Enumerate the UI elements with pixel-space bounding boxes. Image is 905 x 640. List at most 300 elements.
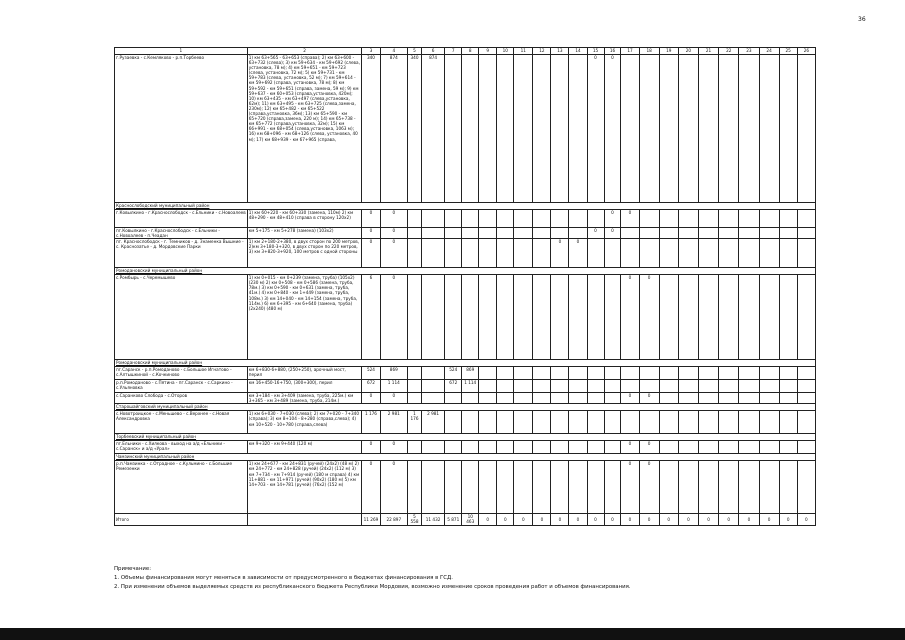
table-row: [115, 393, 816, 404]
value-cell: 0: [621, 210, 639, 228]
total-value-cell: 0: [551, 514, 569, 525]
value-cell: [779, 367, 797, 380]
value-cell: [445, 275, 462, 360]
column-number: 10: [497, 48, 514, 55]
value-cell: [719, 228, 739, 239]
road-name-cell: с.Новотроицкое - с.Меньшево - с.Верхнее - с.Новая Александровка: [115, 411, 248, 434]
value-cell: [421, 275, 444, 360]
table-row: [115, 441, 816, 454]
value-cell: [462, 228, 479, 239]
value-cell: [779, 275, 797, 360]
value-cell: [759, 393, 779, 404]
value-cell: [587, 380, 604, 393]
value-cell: 0: [639, 461, 659, 514]
total-value-cell: 0: [639, 514, 659, 525]
value-cell: [639, 411, 659, 434]
value-cell: 0: [362, 210, 380, 228]
value-cell: [739, 441, 759, 454]
value-cell: [533, 210, 551, 228]
value-cell: [678, 380, 698, 393]
note-item-2: 2. При изменении объемов выделяемых средств из республиканского бюджета Республики Мордовия, возможно изменение сроков проведения работ и объемов финансирования.: [114, 584, 631, 590]
column-number: 16: [604, 48, 621, 55]
total-value-cell: 0: [759, 514, 779, 525]
value-cell: [569, 461, 587, 514]
column-number: 13: [551, 48, 569, 55]
value-cell: 1 176: [362, 411, 380, 434]
value-cell: [678, 228, 698, 239]
value-cell: [739, 210, 759, 228]
value-cell: [514, 55, 533, 203]
value-cell: [479, 367, 497, 380]
value-cell: [497, 441, 514, 454]
value-cell: [514, 210, 533, 228]
works-description-cell: км 3+184 - км 3+409 (замена, труба, 225м.) км 3+365 - км 3+489 (замена, труба, 214м.): [247, 393, 362, 404]
value-cell: 869: [462, 367, 479, 380]
value-cell: [678, 210, 698, 228]
value-cell: [759, 55, 779, 203]
value-cell: [514, 461, 533, 514]
value-cell: [587, 411, 604, 434]
value-cell: [698, 228, 718, 239]
value-cell: [551, 393, 569, 404]
value-cell: [604, 275, 621, 360]
value-cell: [533, 411, 551, 434]
value-cell: 6: [362, 275, 380, 360]
value-cell: 869: [380, 367, 408, 380]
value-cell: [739, 239, 759, 268]
table-row: [115, 411, 816, 434]
value-cell: [797, 55, 815, 203]
value-cell: [621, 367, 639, 380]
column-number: 20: [678, 48, 698, 55]
value-cell: [797, 210, 815, 228]
value-cell: [587, 441, 604, 454]
value-cell: [797, 380, 815, 393]
value-cell: [698, 239, 718, 268]
total-value-cell: 0: [659, 514, 678, 525]
value-cell: [797, 239, 815, 268]
value-cell: 1 114: [462, 380, 479, 393]
value-cell: 0: [362, 441, 380, 454]
value-cell: [462, 210, 479, 228]
value-cell: [514, 411, 533, 434]
district-section-row: [115, 454, 816, 461]
value-cell: [604, 393, 621, 404]
value-cell: [551, 210, 569, 228]
value-cell: [533, 380, 551, 393]
value-cell: [719, 367, 739, 380]
value-cell: [569, 55, 587, 203]
column-number: 17: [621, 48, 639, 55]
value-cell: 0: [621, 393, 639, 404]
total-value-cell: 11 432: [421, 514, 444, 525]
road-name-cell: пг. Краснослободск - г. Темников - д. Знаменка Вышние - с. Краснозатье - д. Мордовские Парки: [115, 239, 248, 268]
value-cell: 0: [380, 461, 408, 514]
notes-block: [114, 565, 631, 592]
value-cell: [479, 55, 497, 203]
value-cell: [659, 411, 678, 434]
value-cell: [797, 441, 815, 454]
value-cell: 0: [604, 228, 621, 239]
value-cell: [759, 367, 779, 380]
value-cell: [408, 239, 422, 268]
value-cell: [587, 210, 604, 228]
column-number: 19: [659, 48, 678, 55]
value-cell: 2 981: [421, 411, 444, 434]
value-cell: 0: [380, 228, 408, 239]
note-item-1: 1. Объемы финансирования могут меняться в зависимости от предусмотренного в бюджетах финансирования в ГСД.: [114, 575, 453, 581]
value-cell: [514, 367, 533, 380]
total-row: [115, 514, 816, 525]
table-row: [115, 55, 816, 203]
value-cell: [445, 228, 462, 239]
column-number: 15: [587, 48, 604, 55]
column-number: 22: [719, 48, 739, 55]
works-description-cell: 1) км 6+030 - 7+030 (слева); 2) км 7+020 - 7+340 (справа); 3) км 8+104 - 8+280 (справа,слева); 4) км 10+520 - 10+780 (справа,слева): [247, 411, 362, 434]
value-cell: [719, 461, 739, 514]
total-label: Итого: [115, 514, 248, 525]
value-cell: 0: [587, 228, 604, 239]
value-cell: [659, 275, 678, 360]
road-name-cell: пг.Ковылкино - г.Краснослободск - с.Ельники - с.Новоалеев - п.Чеадан: [115, 228, 248, 239]
value-cell: [719, 380, 739, 393]
value-cell: [797, 461, 815, 514]
value-cell: 0: [551, 239, 569, 268]
value-cell: [445, 461, 462, 514]
value-cell: [739, 411, 759, 434]
road-name-cell: пг.Ельники - с.Хилкова - выход на а/д «Ельники - с.Саранск» и а/д «Урал»: [115, 441, 248, 454]
value-cell: 0: [604, 210, 621, 228]
value-cell: [408, 275, 422, 360]
value-cell: [678, 55, 698, 203]
total-value-cell: 0: [533, 514, 551, 525]
value-cell: [497, 461, 514, 514]
value-cell: [514, 228, 533, 239]
value-cell: [678, 275, 698, 360]
table-row: [115, 380, 816, 393]
value-cell: [462, 275, 479, 360]
works-description-cell: км 6+830-6+880, (250+250), арочный мост, перил: [247, 367, 362, 380]
value-cell: [779, 210, 797, 228]
value-cell: 0: [621, 461, 639, 514]
total-value-cell: 5 558: [408, 514, 422, 525]
value-cell: [533, 55, 551, 203]
value-cell: [779, 55, 797, 203]
value-cell: 1 114: [380, 380, 408, 393]
works-description-cell: км 5+175 - км 5+278 (замена) (103х2): [247, 228, 362, 239]
value-cell: [759, 411, 779, 434]
value-cell: [587, 275, 604, 360]
value-cell: 2 981: [380, 411, 408, 434]
total-value-cell: 0: [797, 514, 815, 525]
value-cell: 874: [380, 55, 408, 203]
column-number: 14: [569, 48, 587, 55]
works-description-cell: 1) км 60+220 - км 60+330 (замена, 110м) 2) км 48+290 - км 48+410 (справа в сторону 120х2): [247, 210, 362, 228]
value-cell: [533, 228, 551, 239]
works-description-cell: 1) км 63+565 - 63+653 (справа); 2) км 63+600 - 63+732 (слева); 3) км 59+634 - км 59+692 (слева, установка, 78 м); 4) км 59+651 - км 59+723 (слева, установка, 72 м); 5) км 59+731 - км 59+783 (слева, установка, 52 м); 7) км 59+614 - км 59+692 (справа, установка, 78 м); 8) км 59+592 - км 59+651 (справа, замена, 59 м); 9) км 59+637 - км 60+053 (справа,установка, 420м); 10) км 63+435 - км 63+497 (слева,установка, 62м); 11) км 63+495 - км 63+725 (слева,замена, 230м); 12) км 65+482 - км 65+522 (справа,установка, 36м); 13) км 65+590 - км 65+720 (справа,замена, 220 м); 14) км 65+738 - км 65+772 (справа,установка, 32м); 15) км 66+991 - км 68+054 (слева,установка, 1063 м); 16) км 68+096 - км 68+126 (слева, установка, 40 м); 17) км 68+939 - км 67+965 (справа,: [247, 55, 362, 203]
value-cell: [698, 393, 718, 404]
value-cell: [421, 210, 444, 228]
value-cell: [514, 380, 533, 393]
district-name: Краснослободский муниципальный район: [115, 203, 816, 210]
district-name: Чамзинский муниципальный район: [115, 454, 816, 461]
value-cell: [639, 55, 659, 203]
value-cell: [462, 411, 479, 434]
value-cell: [479, 210, 497, 228]
value-cell: [551, 411, 569, 434]
value-cell: [698, 210, 718, 228]
value-cell: 340: [362, 55, 380, 203]
table-row: [115, 228, 816, 239]
value-cell: 874: [421, 55, 444, 203]
value-cell: [569, 210, 587, 228]
column-number: 23: [739, 48, 759, 55]
value-cell: [659, 441, 678, 454]
value-cell: [445, 239, 462, 268]
value-cell: [569, 367, 587, 380]
value-cell: [479, 228, 497, 239]
value-cell: [551, 367, 569, 380]
value-cell: [779, 441, 797, 454]
value-cell: [719, 55, 739, 203]
value-cell: [408, 380, 422, 393]
table-row: [115, 461, 816, 514]
value-cell: [719, 239, 739, 268]
value-cell: [604, 380, 621, 393]
value-cell: [479, 380, 497, 393]
value-cell: [604, 367, 621, 380]
value-cell: [462, 461, 479, 514]
works-description-cell: км 9+320 - км 9+440 (120 м): [247, 441, 362, 454]
value-cell: [497, 55, 514, 203]
value-cell: [445, 210, 462, 228]
value-cell: [698, 380, 718, 393]
value-cell: [698, 275, 718, 360]
column-number: 26: [797, 48, 815, 55]
value-cell: [497, 393, 514, 404]
table-row: [115, 239, 816, 268]
value-cell: [497, 275, 514, 360]
road-name-cell: с.Ромбырь - с.Черемышево: [115, 275, 248, 360]
road-name-cell: с.Саранково Слобода - с.Оторов: [115, 393, 248, 404]
total-value-cell: 22 897: [380, 514, 408, 525]
column-number: 2: [247, 48, 362, 55]
value-cell: 0: [380, 239, 408, 268]
value-cell: [421, 441, 444, 454]
column-number-row: [115, 48, 816, 55]
value-cell: [739, 367, 759, 380]
value-cell: [421, 239, 444, 268]
value-cell: [421, 461, 444, 514]
value-cell: [698, 461, 718, 514]
value-cell: [497, 210, 514, 228]
total-value-cell: 0: [719, 514, 739, 525]
column-number: 7: [445, 48, 462, 55]
column-number: 8: [462, 48, 479, 55]
total-empty-cell: [247, 514, 362, 525]
value-cell: [408, 441, 422, 454]
value-cell: [551, 55, 569, 203]
value-cell: [479, 461, 497, 514]
value-cell: [497, 380, 514, 393]
district-section-row: [115, 268, 816, 275]
value-cell: [551, 275, 569, 360]
road-name-cell: р.п.Ромоданово - с.Пятина - пг.Саранск - с.Саркино - с.Ульяновка: [115, 380, 248, 393]
value-cell: 524: [445, 367, 462, 380]
value-cell: [739, 228, 759, 239]
column-number: 21: [698, 48, 718, 55]
road-name-cell: г.Рузаевка - с.Кемляково - р.п.Торбеево: [115, 55, 248, 203]
value-cell: [779, 228, 797, 239]
value-cell: [497, 411, 514, 434]
value-cell: [678, 461, 698, 514]
value-cell: [445, 441, 462, 454]
value-cell: [759, 210, 779, 228]
value-cell: [533, 239, 551, 268]
value-cell: [408, 393, 422, 404]
value-cell: 0: [639, 275, 659, 360]
value-cell: [698, 367, 718, 380]
value-cell: 0: [639, 441, 659, 454]
works-description-cell: км 16+450-16+750, (300+300), перил: [247, 380, 362, 393]
total-value-cell: 0: [604, 514, 621, 525]
works-description-cell: 1) км 2+180-2+380, в двух сторон по 200 метров, 2)км 3+180-3+320, в двух сторон по 220 метров, 3) км 3+820-3+920, 100 метров с одной стороны: [247, 239, 362, 268]
value-cell: [514, 393, 533, 404]
column-number: 18: [639, 48, 659, 55]
value-cell: 0: [569, 239, 587, 268]
column-number: 6: [421, 48, 444, 55]
value-cell: 0: [380, 210, 408, 228]
value-cell: [569, 411, 587, 434]
value-cell: [759, 275, 779, 360]
value-cell: [497, 367, 514, 380]
value-cell: [421, 393, 444, 404]
value-cell: [639, 367, 659, 380]
value-cell: [678, 441, 698, 454]
value-cell: [659, 367, 678, 380]
value-cell: [587, 461, 604, 514]
total-value-cell: 0: [587, 514, 604, 525]
table-row: [115, 210, 816, 228]
district-name: Ромодановский муниципальный район: [115, 268, 816, 275]
value-cell: [479, 275, 497, 360]
column-number: 3: [362, 48, 380, 55]
value-cell: [639, 228, 659, 239]
value-cell: [408, 367, 422, 380]
value-cell: [445, 411, 462, 434]
value-cell: [533, 441, 551, 454]
district-section-row: [115, 404, 816, 411]
value-cell: [587, 393, 604, 404]
value-cell: [719, 411, 739, 434]
value-cell: [698, 441, 718, 454]
value-cell: [497, 228, 514, 239]
value-cell: [759, 228, 779, 239]
value-cell: 524: [362, 367, 380, 380]
road-works-table: [114, 47, 816, 526]
value-cell: [719, 210, 739, 228]
works-description-cell: 1) км 24+677 - км 24+831 (ручей) (24х2) (48 м) 2) км 24+772 - км 24+828 (ручей) (24х2) (112 м) 3) км 7+734 - км 7+914 (ручей) (180 м справа) 4) км 11+881 - км 11+971 (ручей) (90х2) (180 м) 5) км 14+703 - км 14+781 (ручей) (76х2) (152 м): [247, 461, 362, 514]
value-cell: [659, 55, 678, 203]
district-section-row: [115, 360, 816, 367]
value-cell: 0: [639, 393, 659, 404]
total-value-cell: 5 871: [445, 514, 462, 525]
district-name: Ромодановский муниципальный район: [115, 360, 816, 367]
value-cell: [659, 239, 678, 268]
value-cell: [739, 55, 759, 203]
value-cell: [678, 367, 698, 380]
value-cell: [569, 380, 587, 393]
value-cell: [604, 441, 621, 454]
value-cell: [533, 275, 551, 360]
column-number: 1: [115, 48, 248, 55]
value-cell: [797, 393, 815, 404]
value-cell: [639, 210, 659, 228]
value-cell: [569, 441, 587, 454]
value-cell: [462, 55, 479, 203]
value-cell: [621, 55, 639, 203]
value-cell: [759, 461, 779, 514]
value-cell: [759, 239, 779, 268]
value-cell: [797, 228, 815, 239]
total-value-cell: 11 269: [362, 514, 380, 525]
value-cell: [569, 275, 587, 360]
value-cell: [533, 461, 551, 514]
works-description-cell: 1) км 0+015 - км 0+239 (замена, труба) (105х2) (230 м) 2) км 0+508 - км 0+586 (замена, труба, 78м.) 3) км 0+590 - км 0+631 (замена, труба, 41м.) 4) км 0+840 - км 1+449 (замена, труба, 108м.) 3) км 14+040 - км 14+154 (замена, труба, 114м.) 6) км 6+395 - км 6+640 (замена, труба) (2х240) (480 м): [247, 275, 362, 360]
value-cell: [462, 393, 479, 404]
total-value-cell: 0: [569, 514, 587, 525]
value-cell: [797, 411, 815, 434]
value-cell: [408, 461, 422, 514]
value-cell: [445, 393, 462, 404]
value-cell: [445, 55, 462, 203]
value-cell: [497, 239, 514, 268]
column-number: 12: [533, 48, 551, 55]
value-cell: [739, 461, 759, 514]
table-row: [115, 275, 816, 360]
road-name-cell: р.п.Чамзинка - с.Отрадное - с.Кульмино - с.Большие Ремезенки: [115, 461, 248, 514]
column-number: 9: [479, 48, 497, 55]
value-cell: 0: [380, 275, 408, 360]
value-cell: [779, 461, 797, 514]
road-name-cell: пг.Саранск - р.п.Ромоданово - с.Большое Игнатово - с.Алтышкиной - с.Кочкиново: [115, 367, 248, 380]
value-cell: [569, 228, 587, 239]
total-value-cell: 0: [678, 514, 698, 525]
value-cell: [514, 441, 533, 454]
district-section-row: [115, 203, 816, 210]
total-value-cell: 0: [739, 514, 759, 525]
total-value-cell: 0: [698, 514, 718, 525]
column-number: 5: [408, 48, 422, 55]
total-value-cell: 0: [497, 514, 514, 525]
total-value-cell: 10 463: [462, 514, 479, 525]
value-cell: [421, 367, 444, 380]
value-cell: 0: [380, 441, 408, 454]
value-cell: [678, 411, 698, 434]
total-value-cell: 0: [621, 514, 639, 525]
value-cell: [479, 393, 497, 404]
value-cell: [759, 441, 779, 454]
value-cell: [739, 393, 759, 404]
road-name-cell: г.Ковылкино - г.Краснослободск - с.Ельники - с.Новоалеев: [115, 210, 248, 228]
value-cell: [779, 380, 797, 393]
notes-title: Примечание:: [114, 566, 152, 572]
value-cell: [659, 380, 678, 393]
value-cell: [719, 393, 739, 404]
value-cell: [739, 275, 759, 360]
value-cell: [779, 393, 797, 404]
value-cell: 672: [362, 380, 380, 393]
